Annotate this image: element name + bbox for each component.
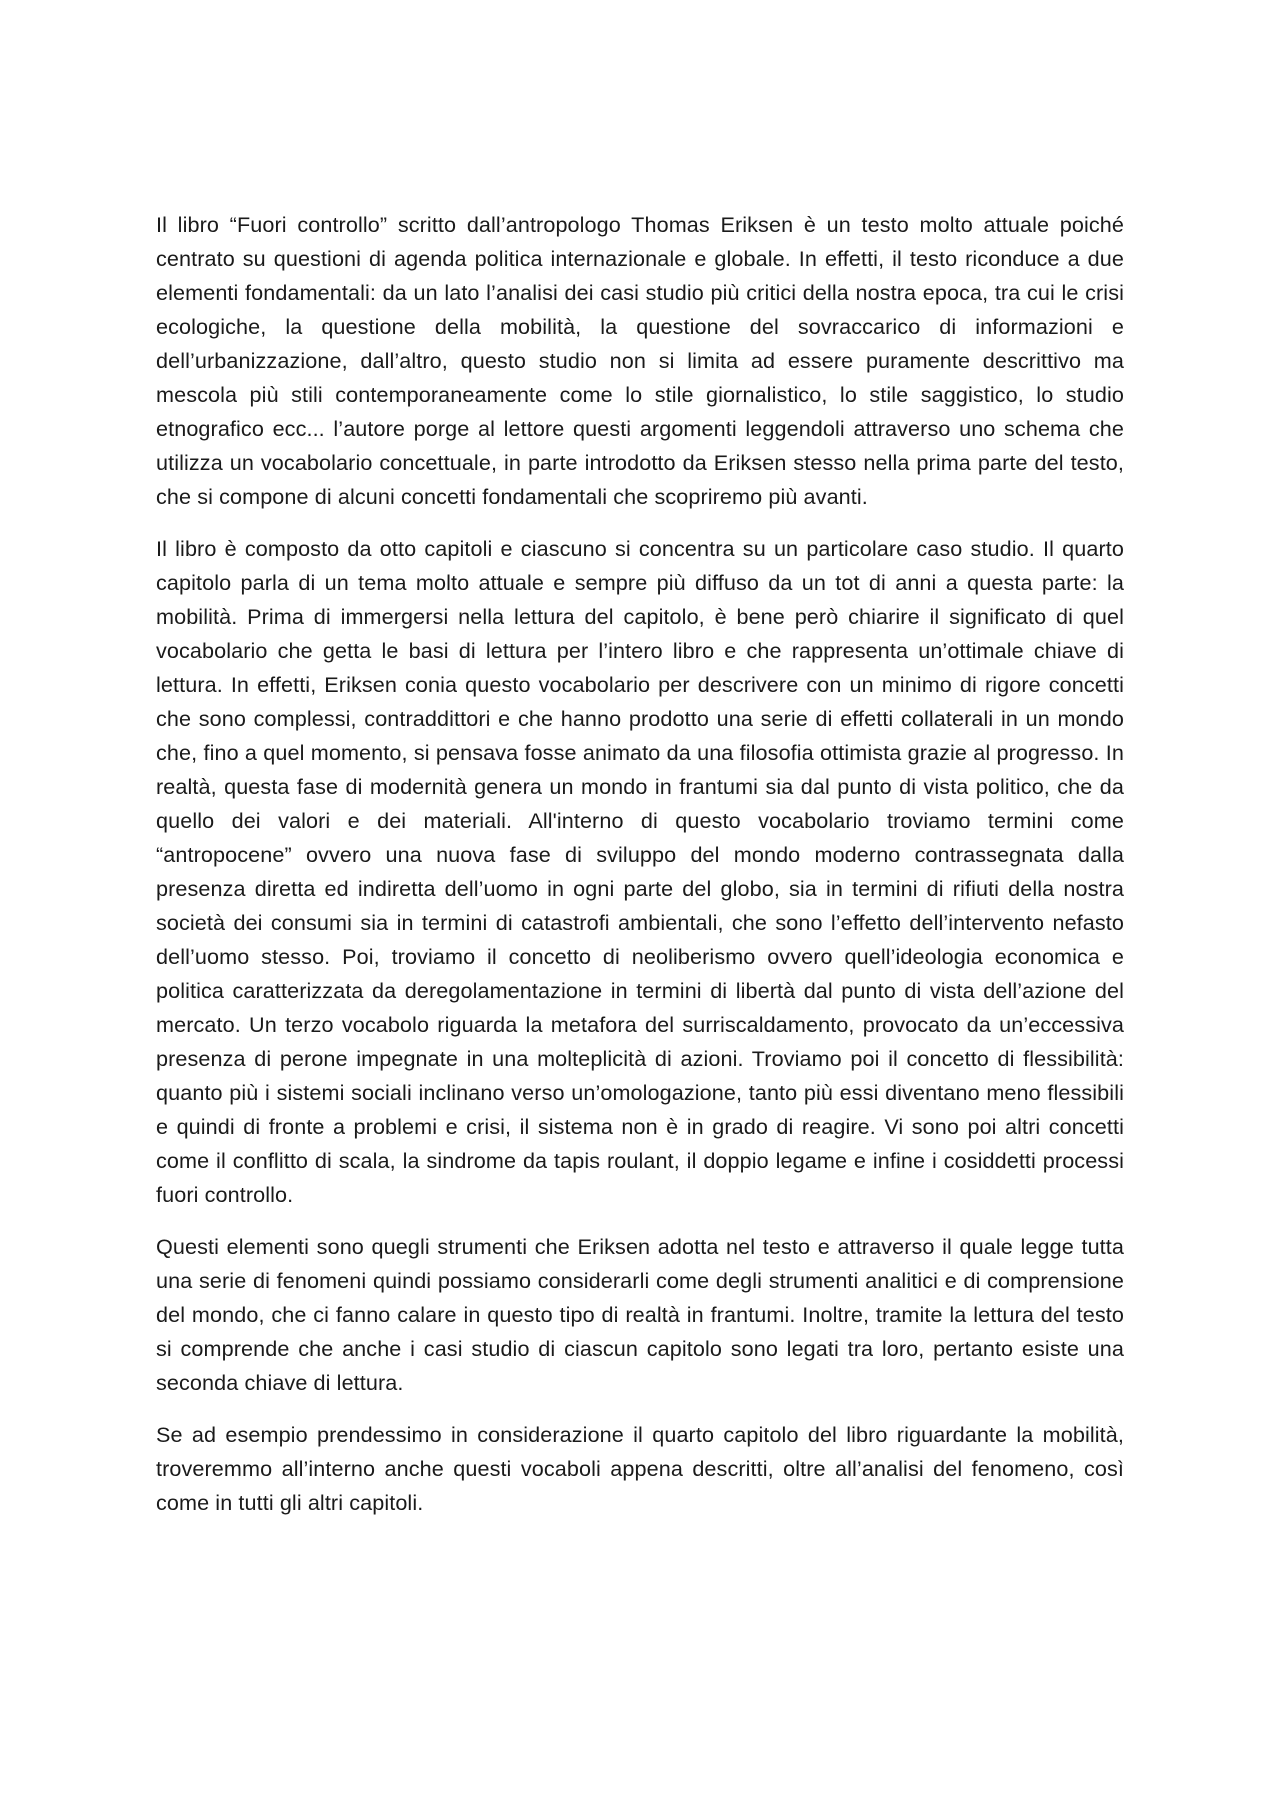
paragraph-intro: Il libro “Fuori controllo” scritto dall’antropologo Thomas Eriksen è un testo molto attuale poiché centrato su questioni di agenda politica internazionale e globale. In effetti, il testo riconduce a due elementi fondamentali: da un lato l’analisi dei casi studio più critici della nostra epoca, tra cui le crisi ecologiche, la questione della mobilità, la questione del sovraccarico di informazioni e dell’urbanizzazione, dall’altro, questo studio non si limita ad essere puramente descrittivo ma mescola più stili contemporaneamente come lo stile giornalistico, lo stile saggistico, lo studio etnografico ecc... l’autore porge al lettore questi argomenti leggendoli attraverso uno schema che utilizza un vocabolario concettuale, in parte introdotto da Eriksen stesso nella prima parte del testo, che si compone di alcuni concetti fondamentali che scopriremo più avanti. xyxy=(156,212,1124,509)
paragraph-analytical-tools: Questi elementi sono quegli strumenti che Eriksen adotta nel testo e attraverso il quale legge tutta una serie di fenomeni quindi possiamo considerarli come degli strumenti analitici e di comprensione del mondo, che ci fanno calare in questo tipo di realtà in frantumi. Inoltre, tramite la lettura del testo si comprende che anche i casi studio di ciascun capitolo sono legati tra loro, pertanto esiste una seconda chiave di lettura. xyxy=(156,1234,1124,1395)
document-body xyxy=(156,208,1124,1538)
paragraph-mobility-example: Se ad esempio prendessimo in considerazione il quarto capitolo del libro riguardante la mobilità, troveremmo all’interno anche questi vocaboli appena descritti, oltre all’analisi del fenomeno, così come in tutti gli altri capitoli. xyxy=(156,1422,1124,1515)
paragraph-vocabulary: Il libro è composto da otto capitoli e ciascuno si concentra su un particolare caso studio. Il quarto capitolo parla di un tema molto attuale e sempre più diffuso da un tot di anni a questa parte: la mobilità. Prima di immergersi nella lettura del capitolo, è bene però chiarire il significato di quel vocabolario che getta le basi di lettura per l’intero libro e che rappresenta un’ottimale chiave di lettura. In effetti, Eriksen conia questo vocabolario per descrivere con un minimo di rigore concetti che sono complessi, contraddittori e che hanno prodotto una serie di effetti collaterali in un mondo che, fino a quel momento, si pensava fosse animato da una filosofia ottimista grazie al progresso. In realtà, questa fase di modernità genera un mondo in frantumi sia dal punto di vista politico, che da quello dei valori e dei materiali. All'interno di questo vocabolario troviamo termini come “antropocene” ovvero una nuova fase di sviluppo del mondo moderno contrassegnata dalla presenza diretta ed indiretta dell’uomo in ogni parte del globo, sia in termini di rifiuti della nostra società dei consumi sia in termini di catastrofi ambientali, che sono l’effetto dell’intervento nefasto dell’uomo stesso. Poi, troviamo il concetto di neoliberismo ovvero quell’ideologia economica e politica caratterizzata da deregolamentazione in termini di libertà dal punto di vista dell’azione del mercato. Un terzo vocabolo riguarda la metafora del surriscaldamento, provocato da un’eccessiva presenza di perone impegnate in una molteplicità di azioni. Troviamo poi il concetto di flessibilità: quanto più i sistemi sociali inclinano verso un’omologazione, tanto più essi diventano meno flessibili e quindi di fronte a problemi e crisi, il sistema non è in grado di reagire. Vi sono poi altri concetti come il conflitto di scala, la sindrome da tapis roulant, il doppio legame e infine i cosiddetti processi fuori controllo. xyxy=(156,536,1124,1207)
